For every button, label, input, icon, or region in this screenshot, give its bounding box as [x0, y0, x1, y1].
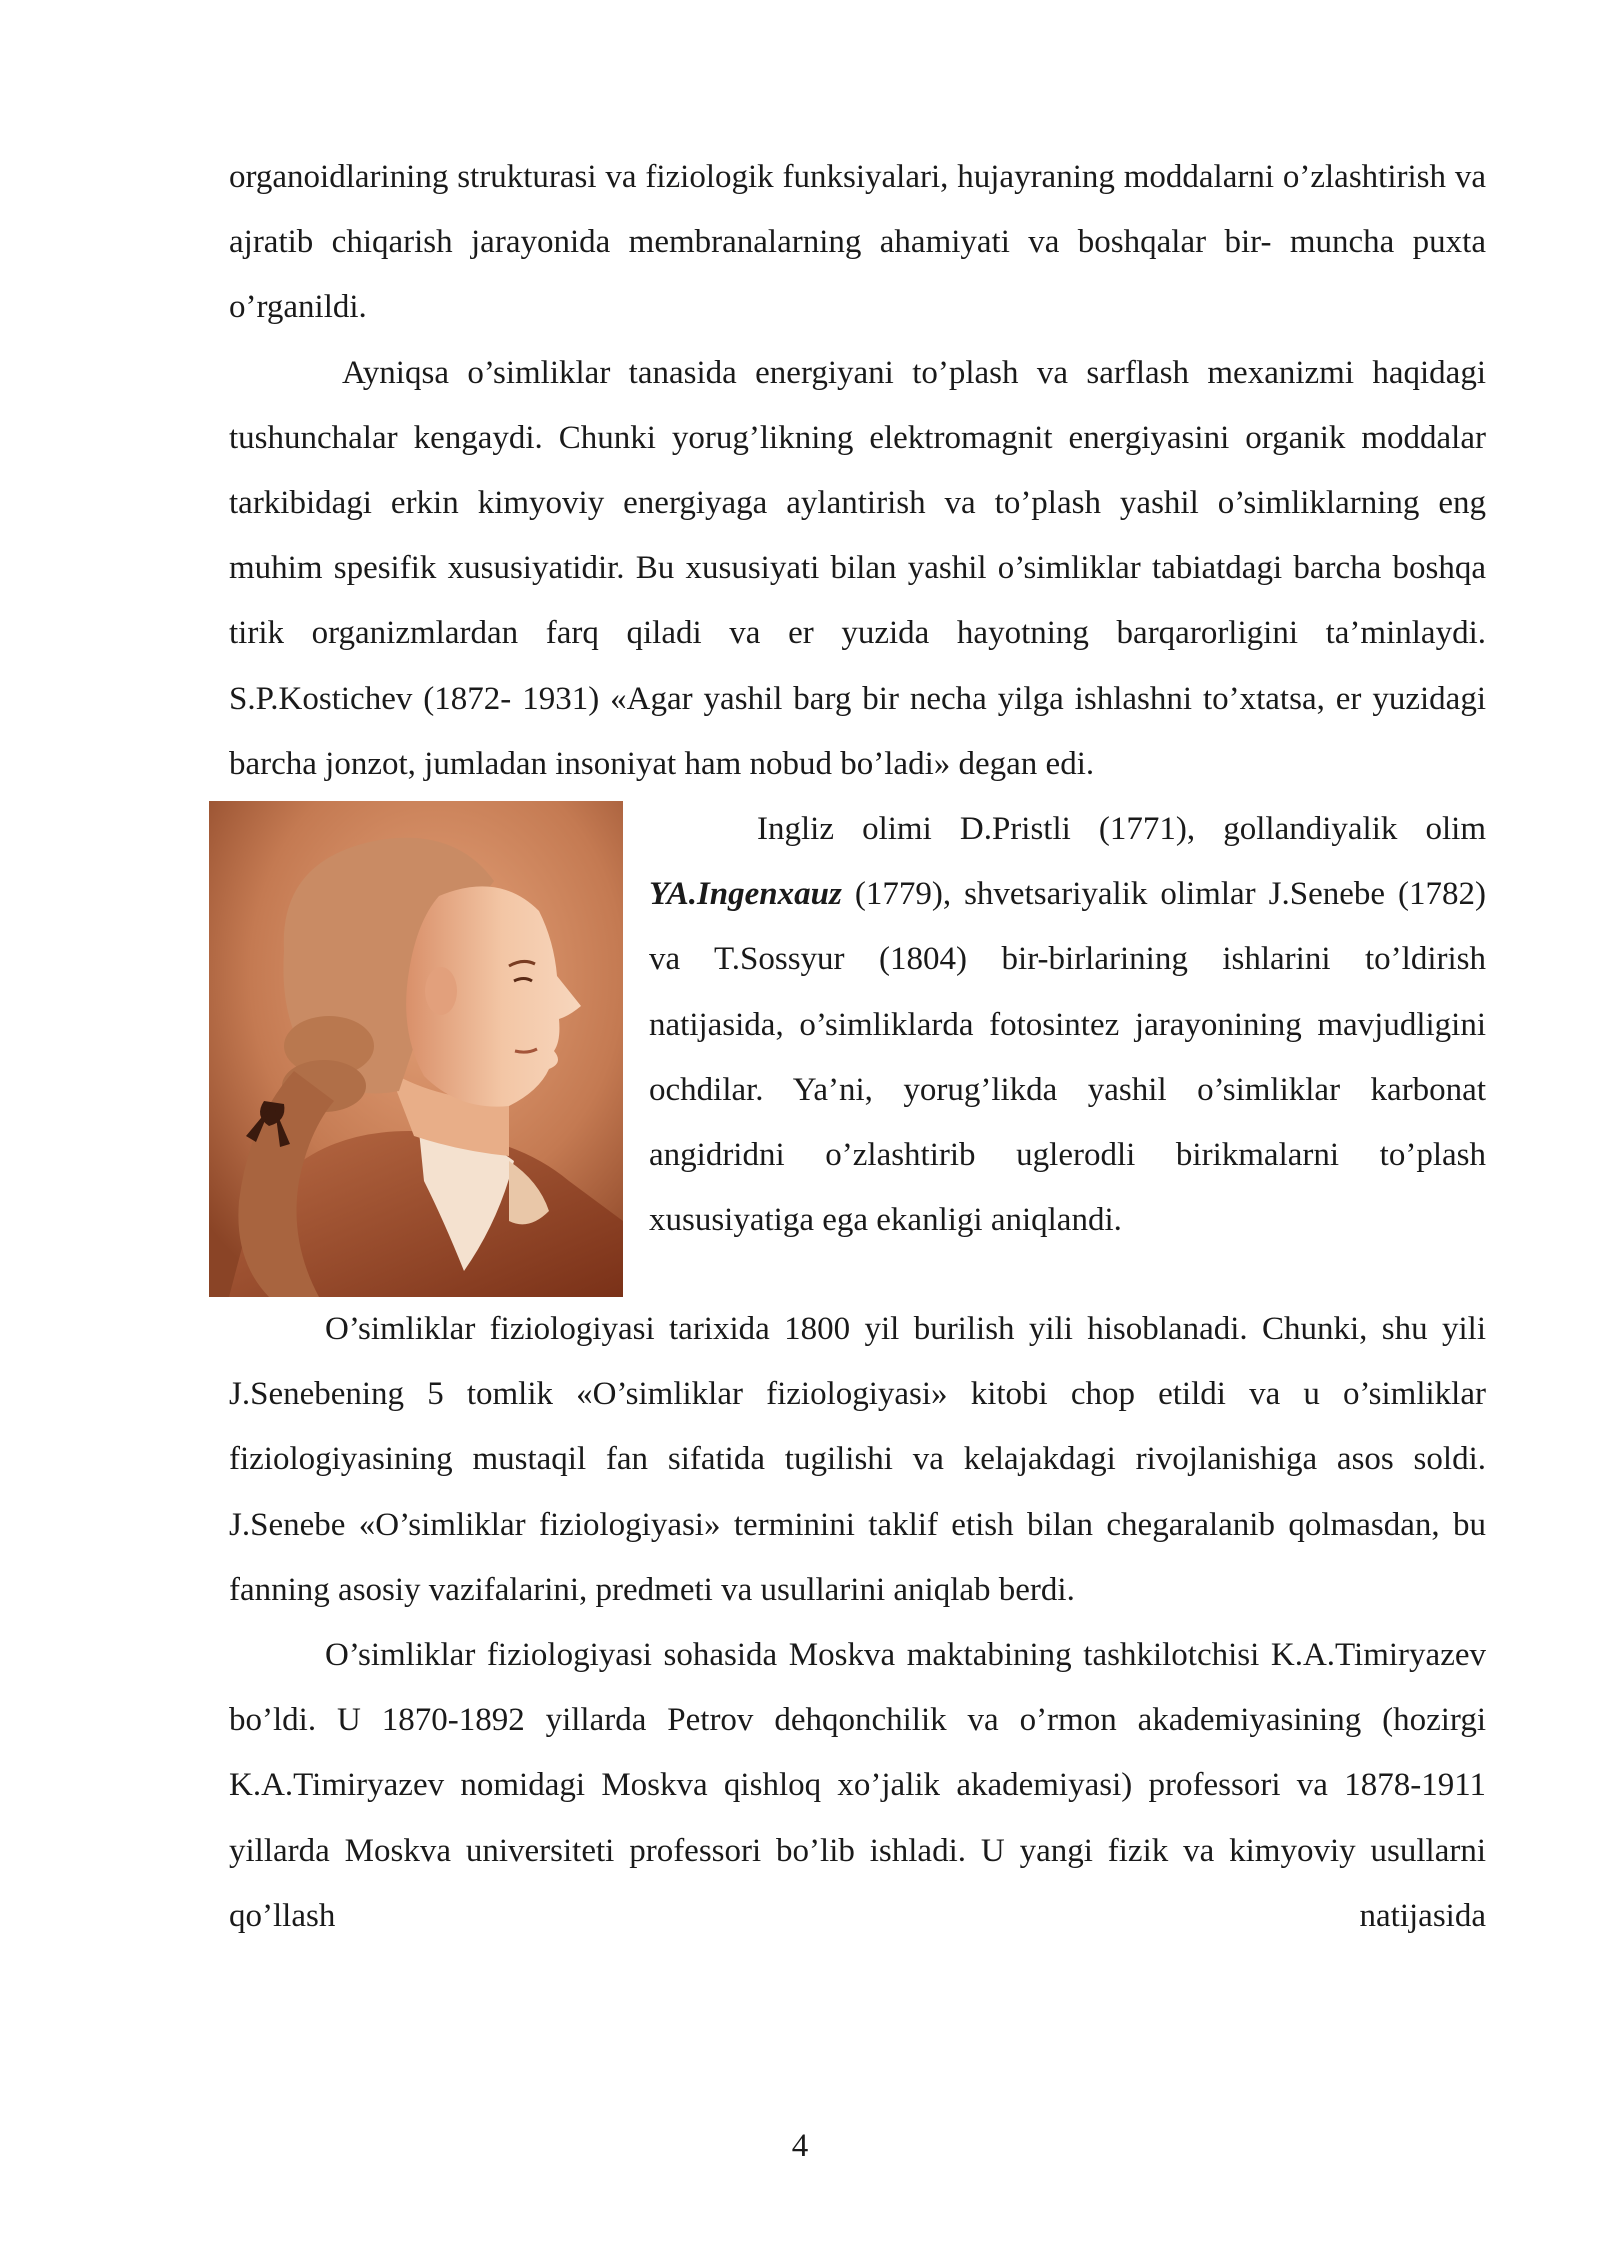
page-body	[229, 145, 1486, 1949]
paragraph-3-rest: (1779), shvetsariyalik olimlar J.Senebe (1782) va T.Sossyur (1804) bir-birlarining ishlarini to’ldirish natijasida, o’simliklarda fotosintez jarayonining mavjudligini ochdilar. Ya’ni, yorug’likda yashil o’simliklar karbonat angidridni o’zlashtirib uglerodli birikmalarni to’plash xususiyatiga ega ekanligi aniqlandi.	[649, 876, 1486, 1239]
portrait-image	[209, 801, 623, 1297]
paragraph-5: O’simliklar fiziologiyasi sohasida Moskva maktabining tashkilotchisi K.A.Timiryazev bo’ldi. U 1870-1892 yillarda Petrov dehqonchilik va o’rmon akademiyasining (hozirgi K.A.Timiryazev nomidagi Moskva qishloq xo’jalik akademiyasi) professori va 1878-1911 yillarda Moskva universiteti professori bo’lib ishladi. U yangi fizik va kimyoviy usullarni qo’llash natijasida	[229, 1637, 1486, 1934]
paragraph-2: Ayniqsa o’simliklar tanasida energiyani to’plash va sarflash mexanizmi haqidagi tushunchalar kengaydi. Chunki yorug’likning elektromagnit energiyasini organik moddalar tarkibidagi erkin kimyoviy energiyaga aylantirish va to’plash yashil o’simliklarning eng muhim spesifik xususiyatidir. Bu xususiyati bilan yashil o’simliklar tabiatdagi barcha boshqa tirik organizmlardan farq qiladi va er yuzida hayotning barqarorligini ta’minlaydi. S.P.Kostichev (1872- 1931) «Agar yashil barg bir necha yilga ishlashni to’xtatsa, er yuzidagi barcha jonzot, jumladan insoniyat ham nobud bo’ladi» degan edi.	[229, 354, 1486, 782]
paragraph-3-lead: Ingliz olimi D.Pristli (1771), gollandiyalik olim	[757, 811, 1486, 848]
scientist-name: YA.Ingenxauz	[649, 876, 842, 913]
paragraph-4: O’simliklar fiziologiyasi tarixida 1800 yil burilish yili hisoblanadi. Chunki, shu yili J.Senebening 5 tomlik «O’simliklar fiziologiyasi» kitobi chop etildi va u o’simliklar fiziologiyasining mustaqil fan sifatida tugilishi va kelajakdagi rivojlanishiga asos soldi. J.Senebe «O’simliklar fiziologiyasi» terminini taklif etish bilan chegaralanib qolmasdan, bu fanning asosiy vazifalarini, predmeti va usullarini aniqlab berdi.	[229, 1311, 1486, 1608]
page-number: 4	[791, 2128, 809, 2164]
paragraph-1: organoidlarining strukturasi va fiziologik funksiyalari, hujayraning moddalarni o’zlashtirish va ajratib chiqarish jarayonida membranalarning ahamiyati va boshqalar bir- muncha puxta o’rganildi.	[229, 159, 1486, 326]
